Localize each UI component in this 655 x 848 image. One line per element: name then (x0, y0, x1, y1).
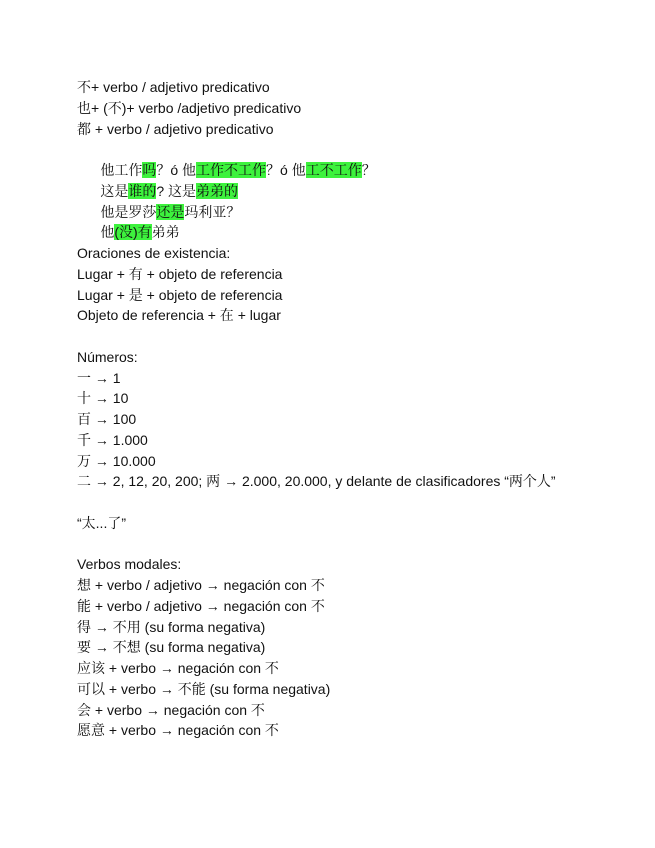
modal-line: 能 + verbo / adjetivo → negación con 不 (77, 597, 325, 614)
modal-line: 愿意 + verbo → negación con 不 (77, 722, 279, 739)
grammar-line-bu: 不+ verbo / adjetivo predicativo (77, 79, 270, 95)
example-question-line (77, 139, 597, 178)
modal-line: 应该 + verbo → negación con 不 (77, 660, 279, 676)
number-line: 百 → 100 (77, 411, 137, 427)
example-text: 弟弟 (151, 224, 180, 241)
document-body (77, 77, 597, 741)
example-text: 这是 (100, 182, 129, 199)
number-line: 十 → 10 (77, 390, 129, 407)
number-line: 千 → 1.000 (77, 431, 148, 448)
example-text: ？ó 他 (156, 162, 197, 178)
highlighted-text: (没)有 (114, 224, 152, 241)
tai-le-pattern: “太...了” (77, 514, 126, 531)
existence-line: Lugar + 有 + objeto de referencia (77, 265, 283, 282)
example-text: 玛利亚？ (184, 203, 241, 220)
modal-heading: Verbos modales: (77, 556, 182, 573)
modal-line: 得 → 不用 (su forma negativa) (77, 618, 266, 635)
grammar-line-ye: 也+ (不)+ verbo /adjetivo predicativo (77, 99, 302, 116)
highlighted-text: 吗 (142, 162, 157, 178)
existence-line: Objeto de referencia + 在 + lugar (77, 307, 281, 324)
number-line: 二 → 2, 12, 20, 200; 两 → 2.000, 20.000, y delante de clasificadores “两个人” (77, 473, 556, 490)
highlighted-text: 弟弟的 (196, 182, 239, 199)
grammar-line-dou: 都 + verbo / adjetivo predicativo (77, 120, 274, 137)
highlighted-text: 工作不工作 (196, 162, 267, 178)
modal-line: 要 → 不想 (su forma negativa) (77, 639, 266, 656)
modal-line: 会 + verbo → negación con 不 (77, 701, 265, 718)
highlighted-text: 谁的 (128, 182, 157, 199)
number-line: 万 → 10.000 (77, 452, 156, 469)
example-text: 他工作 (100, 162, 143, 178)
existence-heading: Oraciones de existencia: (77, 245, 231, 261)
example-text: ？ (361, 162, 376, 178)
modal-line: 可以 + verbo → 不能 (su forma negativa) (77, 680, 331, 697)
numbers-heading: Números: (77, 348, 138, 365)
blank-line (77, 534, 597, 555)
modal-line: 想 + verbo / adjetivo → negación con 不 (77, 577, 325, 593)
example-text: ？ó 他 (266, 162, 306, 178)
highlighted-text: 还是 (156, 203, 185, 220)
example-text: ? 这是 (156, 182, 197, 199)
example-text: 他是罗莎 (100, 203, 157, 220)
existence-line: Lugar + 是 + objeto de referencia (77, 286, 283, 303)
example-text: 他 (100, 224, 115, 241)
highlighted-text: 工不工作 (305, 162, 362, 178)
blank-line (77, 492, 597, 513)
number-line: 一 → 1 (77, 369, 121, 386)
blank-line (77, 326, 597, 347)
